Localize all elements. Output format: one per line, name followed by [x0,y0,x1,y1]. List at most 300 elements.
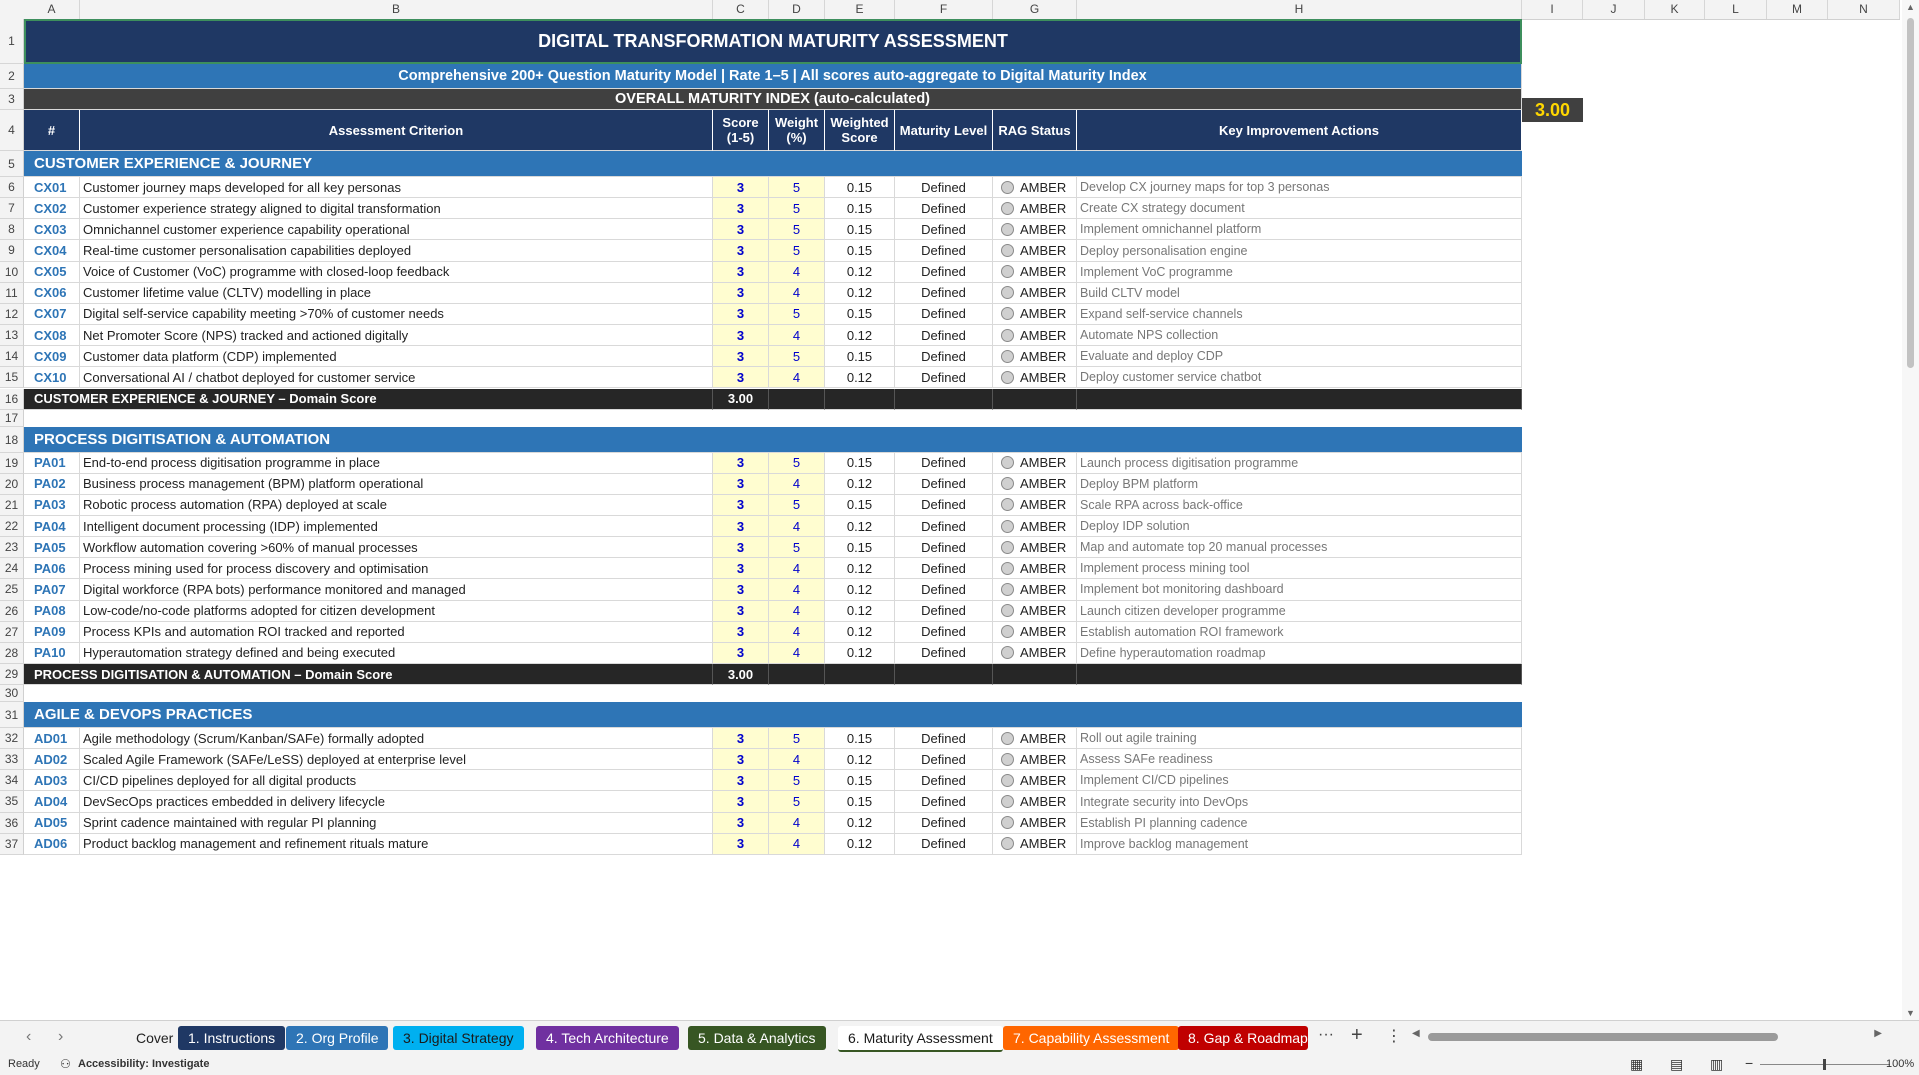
row-header-31[interactable]: 31 [0,702,24,728]
sheet-tab[interactable]: 1. Instructions [178,1026,285,1050]
weight-input[interactable]: 5 [769,537,825,558]
score-input[interactable]: 3 [713,834,769,855]
maturity-level[interactable]: Defined [895,834,993,855]
sheet-row [24,558,1520,579]
maturity-level[interactable]: Defined [895,537,993,558]
zoom-slider[interactable] [1760,1064,1890,1065]
score-input[interactable]: 3 [713,770,769,791]
weighted-score[interactable]: 0.15 [825,495,895,516]
weighted-score[interactable]: 0.12 [825,643,895,664]
criterion-text[interactable]: DevSecOps practices embedded in delivery lifecycle [80,791,713,812]
rag-status[interactable] [993,219,1077,240]
row-header-6[interactable]: 6 [0,177,24,198]
criterion-text[interactable]: Sprint cadence maintained with regular PI planning [80,813,713,834]
weight-input[interactable]: 4 [769,283,825,304]
column-header-j[interactable]: J [1583,0,1645,19]
row-header-22[interactable]: 22 [0,516,24,537]
maturity-level[interactable]: Defined [895,240,993,261]
improvement-action[interactable]: Implement bot monitoring dashboard [1077,579,1522,600]
maturity-level[interactable]: Defined [895,283,993,304]
sheet-tab[interactable]: 6. Maturity Assessment [838,1026,1003,1052]
criterion-id[interactable]: PA05 [24,537,80,558]
row-header-24[interactable]: 24 [0,558,24,579]
weighted-score[interactable]: 0.12 [825,813,895,834]
criterion-text[interactable]: Hyperautomation strategy defined and being executed [80,643,713,664]
row-header-10[interactable]: 10 [0,262,24,283]
score-input[interactable]: 3 [713,791,769,812]
criterion-id[interactable]: PA09 [24,622,80,643]
improvement-action[interactable]: Expand self-service channels [1077,304,1522,325]
score-input[interactable]: 3 [713,304,769,325]
page-layout-icon[interactable]: ▤ [1670,1056,1684,1072]
weighted-score[interactable]: 0.15 [825,240,895,261]
improvement-action[interactable]: Implement process mining tool [1077,558,1522,579]
improvement-action[interactable]: Improve backlog management [1077,834,1522,855]
weight-input[interactable]: 5 [769,219,825,240]
weighted-score[interactable]: 0.12 [825,601,895,622]
maturity-level[interactable]: Defined [895,516,993,537]
criterion-id[interactable]: PA04 [24,516,80,537]
column-header-d[interactable]: D [769,0,825,19]
rag-status[interactable] [993,791,1077,812]
criterion-text[interactable]: Process mining used for process discovery and optimisation [80,558,713,579]
weight-input[interactable]: 5 [769,198,825,219]
row-header-14[interactable]: 14 [0,346,24,367]
score-input[interactable]: 3 [713,219,769,240]
weight-input[interactable]: 4 [769,325,825,346]
weighted-score[interactable]: 0.12 [825,262,895,283]
page-title[interactable]: DIGITAL TRANSFORMATION MATURITY ASSESSMENT [24,19,1522,64]
sheet-tab[interactable]: Cover [126,1026,183,1050]
criterion-id[interactable]: AD05 [24,813,80,834]
weight-input[interactable]: 5 [769,346,825,367]
weighted-score[interactable]: 0.15 [825,791,895,812]
rag-status[interactable] [993,325,1077,346]
score-input[interactable]: 3 [713,643,769,664]
weighted-score[interactable]: 0.12 [825,622,895,643]
column-header-g[interactable]: G [993,0,1077,19]
score-input[interactable]: 3 [713,558,769,579]
improvement-action[interactable]: Implement CI/CD pipelines [1077,770,1522,791]
criterion-id[interactable]: CX10 [24,367,80,388]
row-header-15[interactable]: 15 [0,367,24,388]
weighted-score[interactable]: 0.12 [825,474,895,495]
score-input[interactable]: 3 [713,579,769,600]
rag-status[interactable] [993,601,1077,622]
weight-input[interactable]: 5 [769,728,825,749]
maturity-level[interactable]: Defined [895,304,993,325]
criterion-id[interactable]: PA02 [24,474,80,495]
improvement-action[interactable]: Develop CX journey maps for top 3 personas [1077,177,1522,198]
weight-input[interactable]: 5 [769,177,825,198]
rag-status[interactable] [993,749,1077,770]
improvement-action[interactable]: Implement VoC programme [1077,262,1522,283]
criterion-id[interactable]: AD03 [24,770,80,791]
weight-input[interactable]: 4 [769,813,825,834]
weight-input[interactable]: 5 [769,791,825,812]
weighted-score[interactable]: 0.15 [825,728,895,749]
row-header-8[interactable]: 8 [0,219,24,240]
column-header-f[interactable]: F [895,0,993,19]
sheet-row [24,346,1520,367]
criterion-text[interactable]: Workflow automation covering >60% of manual processes [80,537,713,558]
weight-input[interactable]: 4 [769,749,825,770]
row-header-1[interactable]: 1 [0,19,24,64]
improvement-action[interactable]: Assess SAFe readiness [1077,749,1522,770]
improvement-action[interactable]: Deploy personalisation engine [1077,240,1522,261]
criterion-id[interactable]: CX02 [24,198,80,219]
row-header-12[interactable]: 12 [0,304,24,325]
improvement-action[interactable]: Implement omnichannel platform [1077,219,1522,240]
criterion-text[interactable]: Net Promoter Score (NPS) tracked and actioned digitally [80,325,713,346]
maturity-level[interactable]: Defined [895,198,993,219]
row-header-21[interactable]: 21 [0,495,24,516]
weighted-score[interactable]: 0.12 [825,749,895,770]
criterion-text[interactable]: Digital self-service capability meeting >70% of customer needs [80,304,713,325]
maturity-level[interactable]: Defined [895,219,993,240]
hscroll-right-icon[interactable]: ▶ [1874,1028,1882,1039]
rag-status[interactable] [993,834,1077,855]
column-header-h[interactable]: H [1077,0,1522,19]
rag-status[interactable] [993,579,1077,600]
rag-status[interactable] [993,262,1077,283]
row-header-9[interactable]: 9 [0,240,24,261]
score-input[interactable]: 3 [713,474,769,495]
row-header-16[interactable]: 16 [0,389,24,410]
weighted-score[interactable]: 0.12 [825,325,895,346]
rag-label: AMBER [1020,624,1067,640]
score-input[interactable]: 3 [713,283,769,304]
score-input[interactable]: 3 [713,177,769,198]
column-header-a[interactable]: A [24,0,80,19]
score-input[interactable]: 3 [713,813,769,834]
row-header-2[interactable]: 2 [0,64,24,89]
row-header-30[interactable]: 30 [0,685,24,702]
rag-status[interactable] [993,728,1077,749]
sheet-tab[interactable]: 8. Gap & Roadmap [1178,1026,1308,1050]
row-header-13[interactable]: 13 [0,325,24,346]
criterion-id[interactable]: CX08 [24,325,80,346]
maturity-level[interactable]: Defined [895,262,993,283]
criterion-id[interactable]: AD06 [24,834,80,855]
criterion-id[interactable]: CX09 [24,346,80,367]
improvement-action[interactable]: Deploy customer service chatbot [1077,367,1522,388]
accessibility-status[interactable]: Accessibility: Investigate [78,1058,210,1070]
rag-status[interactable] [993,177,1077,198]
sheet-tab[interactable]: 7. Capability Assessment [1003,1026,1179,1050]
criterion-id[interactable]: PA08 [24,601,80,622]
add-sheet-icon[interactable]: + [1351,1024,1363,1046]
score-input[interactable]: 3 [713,262,769,283]
criterion-id[interactable]: AD02 [24,749,80,770]
row-header-29[interactable]: 29 [0,664,24,685]
score-input[interactable]: 3 [713,749,769,770]
row-header-34[interactable]: 34 [0,770,24,791]
weight-input[interactable]: 5 [769,453,825,474]
rag-status[interactable] [993,558,1077,579]
rag-status[interactable] [993,622,1077,643]
improvement-action[interactable]: Launch process digitisation programme [1077,453,1522,474]
row-header-27[interactable]: 27 [0,622,24,643]
rag-status[interactable] [993,304,1077,325]
weighted-score[interactable]: 0.12 [825,834,895,855]
maturity-level[interactable]: Defined [895,813,993,834]
column-header-n[interactable]: N [1828,0,1900,19]
weight-input[interactable]: 4 [769,622,825,643]
criterion-text[interactable]: Customer experience strategy aligned to digital transformation [80,198,713,219]
scroll-up-icon[interactable]: ▲ [1906,2,1915,12]
accessibility-icon[interactable]: ⚇ [60,1057,71,1071]
scroll-thumb[interactable] [1907,18,1914,368]
score-input[interactable]: 3 [713,622,769,643]
row-header-7[interactable]: 7 [0,198,24,219]
column-header-e[interactable]: E [825,0,895,19]
weight-input[interactable]: 4 [769,834,825,855]
rag-status[interactable] [993,495,1077,516]
criterion-text[interactable]: Voice of Customer (VoC) programme with closed-loop feedback [80,262,713,283]
score-input[interactable]: 3 [713,346,769,367]
rag-status[interactable] [993,346,1077,367]
criterion-text[interactable]: Conversational AI / chatbot deployed for customer service [80,367,713,388]
weighted-score[interactable]: 0.15 [825,177,895,198]
improvement-action[interactable]: Deploy BPM platform [1077,474,1522,495]
maturity-level[interactable]: Defined [895,622,993,643]
score-input[interactable]: 3 [713,453,769,474]
score-input[interactable]: 3 [713,325,769,346]
normal-view-icon[interactable]: ▦ [1630,1056,1644,1072]
criterion-text[interactable]: Robotic process automation (RPA) deployed at scale [80,495,713,516]
row-header-18[interactable]: 18 [0,427,24,453]
criterion-text[interactable]: Intelligent document processing (IDP) implemented [80,516,713,537]
weighted-score[interactable]: 0.15 [825,304,895,325]
criterion-text[interactable]: Digital workforce (RPA bots) performance monitored and managed [80,579,713,600]
rag-status[interactable] [993,813,1077,834]
weight-input[interactable]: 5 [769,304,825,325]
weighted-score[interactable]: 0.12 [825,579,895,600]
improvement-action[interactable]: Launch citizen developer programme [1077,601,1522,622]
column-header-l[interactable]: L [1705,0,1767,19]
tab-scroll-right-icon[interactable]: › [58,1028,64,1045]
score-input[interactable]: 3 [713,537,769,558]
rag-status[interactable] [993,770,1077,791]
rag-status[interactable] [993,643,1077,664]
criterion-id[interactable]: CX07 [24,304,80,325]
maturity-level[interactable]: Defined [895,346,993,367]
score-input[interactable]: 3 [713,367,769,388]
column-header-m[interactable]: M [1767,0,1828,19]
criterion-text[interactable]: End-to-end process digitisation programme in place [80,453,713,474]
weight-input[interactable]: 4 [769,643,825,664]
vertical-scrollbar[interactable] [1902,0,1919,1020]
criterion-text[interactable]: Process KPIs and automation ROI tracked and reported [80,622,713,643]
criterion-id[interactable]: PA07 [24,579,80,600]
row-header-3[interactable]: 3 [0,89,24,110]
column-header-i[interactable]: I [1522,0,1583,19]
criterion-text[interactable]: Business process management (BPM) platform operational [80,474,713,495]
weight-input[interactable]: 4 [769,262,825,283]
row-header-28[interactable]: 28 [0,643,24,664]
maturity-level[interactable]: Defined [895,770,993,791]
row-header-19[interactable]: 19 [0,453,24,474]
improvement-action[interactable]: Scale RPA across back-office [1077,495,1522,516]
hscroll-left-icon[interactable]: ◀ [1412,1028,1420,1039]
rag-status[interactable] [993,537,1077,558]
weighted-score[interactable]: 0.15 [825,198,895,219]
criterion-text[interactable]: Product backlog management and refinement rituals mature [80,834,713,855]
rag-status[interactable] [993,240,1077,261]
column-header-k[interactable]: K [1645,0,1705,19]
maturity-level[interactable]: Defined [895,453,993,474]
row-header-35[interactable]: 35 [0,791,24,812]
column-header-b[interactable]: B [80,0,713,19]
hscroll-thumb[interactable] [1428,1033,1778,1041]
rag-status[interactable] [993,453,1077,474]
score-input[interactable]: 3 [713,495,769,516]
criterion-text[interactable]: CI/CD pipelines deployed for all digital products [80,770,713,791]
criterion-text[interactable]: Customer journey maps developed for all key personas [80,177,713,198]
more-tabs-icon[interactable]: ··· [1318,1026,1334,1043]
row-header-33[interactable]: 33 [0,749,24,770]
criterion-id[interactable]: CX05 [24,262,80,283]
sheet-tab[interactable]: 2. Org Profile [286,1026,388,1050]
overall-maturity-value[interactable]: 3.00 [1522,98,1583,122]
domain-score-value[interactable]: 3.00 [713,664,769,685]
sheet-options-icon[interactable]: ⋮ [1386,1028,1402,1045]
weighted-score[interactable]: 0.12 [825,367,895,388]
weight-input[interactable]: 4 [769,474,825,495]
maturity-level[interactable]: Defined [895,579,993,600]
weighted-score[interactable]: 0.12 [825,558,895,579]
criterion-id[interactable]: CX04 [24,240,80,261]
row-header-4[interactable]: 4 [0,110,24,151]
criterion-id[interactable]: CX06 [24,283,80,304]
improvement-action[interactable]: Roll out agile training [1077,728,1522,749]
weight-input[interactable]: 4 [769,367,825,388]
improvement-action[interactable]: Define hyperautomation roadmap [1077,643,1522,664]
improvement-action[interactable]: Establish automation ROI framework [1077,622,1522,643]
horizontal-scrollbar[interactable] [1412,1028,1882,1041]
sheet-tab[interactable]: 3. Digital Strategy [393,1026,524,1050]
weight-input[interactable]: 5 [769,495,825,516]
criterion-id[interactable]: PA01 [24,453,80,474]
criterion-id[interactable]: CX01 [24,177,80,198]
score-input[interactable]: 3 [713,601,769,622]
maturity-level[interactable]: Defined [895,367,993,388]
criterion-text[interactable]: Low-code/no-code platforms adopted for citizen development [80,601,713,622]
improvement-action[interactable]: Map and automate top 20 manual processes [1077,537,1522,558]
maturity-level[interactable]: Defined [895,495,993,516]
improvement-action[interactable]: Automate NPS collection [1077,325,1522,346]
rag-label: AMBER [1020,348,1067,364]
criterion-id[interactable]: AD01 [24,728,80,749]
maturity-level[interactable]: Defined [895,601,993,622]
weighted-score[interactable]: 0.15 [825,537,895,558]
weighted-score[interactable]: 0.15 [825,219,895,240]
row-header-23[interactable]: 23 [0,537,24,558]
maturity-level[interactable]: Defined [895,474,993,495]
criterion-id[interactable]: AD04 [24,791,80,812]
sheet-row [24,240,1520,261]
row-header-17[interactable]: 17 [0,410,24,427]
row-header-32[interactable]: 32 [0,728,24,749]
score-input[interactable]: 3 [713,198,769,219]
page-break-icon[interactable]: ▥ [1710,1056,1724,1072]
row-header-36[interactable]: 36 [0,813,24,834]
criterion-text[interactable]: Agile methodology (Scrum/Kanban/SAFe) formally adopted [80,728,713,749]
weight-input[interactable]: 4 [769,579,825,600]
rag-status[interactable] [993,367,1077,388]
row-header-25[interactable]: 25 [0,579,24,600]
criterion-text[interactable]: Omnichannel customer experience capability operational [80,219,713,240]
improvement-action[interactable]: Integrate security into DevOps [1077,791,1522,812]
tab-scroll-left-icon[interactable]: ‹ [26,1028,32,1045]
rag-status[interactable] [993,198,1077,219]
score-input[interactable]: 3 [713,240,769,261]
sheet-tab[interactable]: 4. Tech Architecture [536,1026,679,1050]
weight-input[interactable]: 5 [769,770,825,791]
score-input[interactable]: 3 [713,516,769,537]
improvement-action[interactable]: Evaluate and deploy CDP [1077,346,1522,367]
improvement-action[interactable]: Establish PI planning cadence [1077,813,1522,834]
weighted-score[interactable]: 0.12 [825,283,895,304]
criterion-text[interactable]: Scaled Agile Framework (SAFe/LeSS) deployed at enterprise level [80,749,713,770]
row-header-5[interactable]: 5 [0,151,24,177]
maturity-level[interactable]: Defined [895,177,993,198]
criterion-id[interactable]: CX03 [24,219,80,240]
row-header-11[interactable]: 11 [0,283,24,304]
maturity-level[interactable]: Defined [895,749,993,770]
weighted-score[interactable]: 0.15 [825,770,895,791]
scroll-down-icon[interactable]: ▼ [1906,1008,1915,1018]
row-header-20[interactable]: 20 [0,474,24,495]
weight-input[interactable]: 4 [769,558,825,579]
row-header-37[interactable]: 37 [0,834,24,855]
criterion-text[interactable]: Real-time customer personalisation capabilities deployed [80,240,713,261]
criterion-id[interactable]: PA10 [24,643,80,664]
maturity-level[interactable]: Defined [895,728,993,749]
maturity-level[interactable]: Defined [895,643,993,664]
maturity-level[interactable]: Defined [895,558,993,579]
weighted-score[interactable]: 0.15 [825,346,895,367]
improvement-action[interactable]: Create CX strategy document [1077,198,1522,219]
improvement-action[interactable]: Build CLTV model [1077,283,1522,304]
criterion-id[interactable]: PA06 [24,558,80,579]
sheet-tab[interactable]: 5. Data & Analytics [688,1026,826,1050]
sheet-row [24,177,1520,198]
weight-input[interactable]: 4 [769,601,825,622]
score-input[interactable]: 3 [713,728,769,749]
maturity-level[interactable]: Defined [895,791,993,812]
maturity-level[interactable]: Defined [895,325,993,346]
criterion-id[interactable]: PA03 [24,495,80,516]
criterion-text[interactable]: Customer data platform (CDP) implemented [80,346,713,367]
rag-status[interactable] [993,283,1077,304]
zoom-level[interactable]: 100% [1886,1058,1915,1070]
domain-score-value[interactable]: 3.00 [713,389,769,410]
column-header-c[interactable]: C [713,0,769,19]
row-header-26[interactable]: 26 [0,601,24,622]
weighted-score[interactable]: 0.15 [825,453,895,474]
zoom-out-icon[interactable]: − [1745,1055,1754,1071]
rag-status[interactable] [993,516,1077,537]
improvement-action[interactable]: Deploy IDP solution [1077,516,1522,537]
rag-status[interactable] [993,474,1077,495]
weighted-score[interactable]: 0.12 [825,516,895,537]
weight-input[interactable]: 4 [769,516,825,537]
rag-circle-icon [1001,541,1014,554]
weight-input[interactable]: 5 [769,240,825,261]
criterion-text[interactable]: Customer lifetime value (CLTV) modelling in place [80,283,713,304]
